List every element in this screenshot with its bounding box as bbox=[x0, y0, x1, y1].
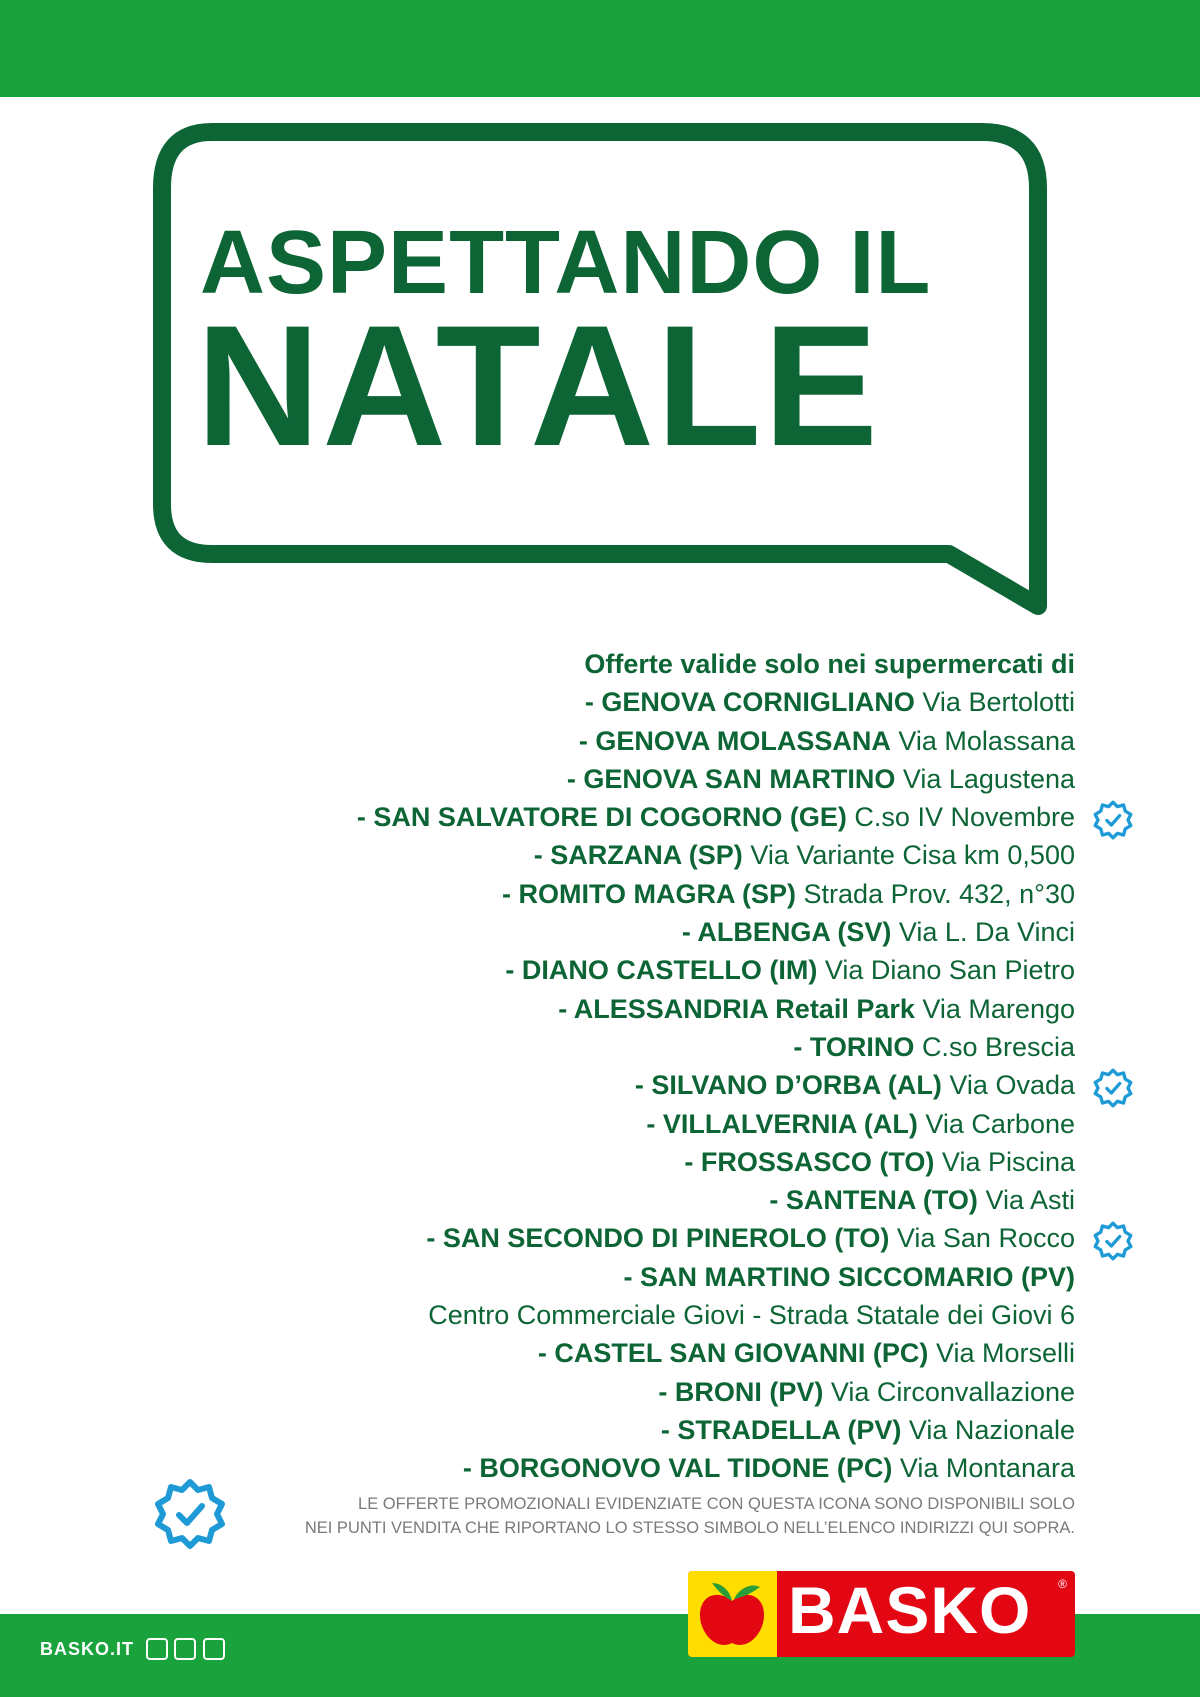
store-name: - SAN SECONDO DI PINEROLO (TO) bbox=[426, 1223, 890, 1254]
basko-logo bbox=[688, 1571, 1075, 1657]
store-address: Via Ovada bbox=[949, 1070, 1075, 1101]
store-address: Centro Commerciale Giovi - Strada Statale dei Giovi 6 bbox=[428, 1300, 1075, 1331]
store-line bbox=[75, 1334, 1075, 1372]
store-line bbox=[75, 990, 1075, 1028]
store-address: Via Carbone bbox=[925, 1108, 1075, 1139]
logo-registered-mark: ® bbox=[1058, 1577, 1067, 1591]
headline-line-2: NATALE bbox=[196, 290, 880, 482]
store-address: Via Bertolotti bbox=[922, 687, 1075, 718]
disclaimer-note bbox=[175, 1492, 1075, 1540]
store-line bbox=[75, 1143, 1075, 1181]
instagram-icon[interactable] bbox=[174, 1638, 196, 1660]
logo-apple-panel bbox=[688, 1571, 777, 1657]
store-list bbox=[75, 645, 1075, 1488]
headline-line-1: ASPETTANDO IL bbox=[200, 213, 932, 313]
store-line bbox=[75, 1258, 1075, 1296]
store-name: - DIANO CASTELLO (IM) bbox=[505, 955, 818, 986]
store-address: Via Diano San Pietro bbox=[824, 955, 1075, 986]
verified-badge-icon bbox=[1093, 1221, 1133, 1261]
store-name: - SAN MARTINO SICCOMARIO (PV) bbox=[623, 1261, 1075, 1292]
store-line bbox=[75, 722, 1075, 760]
social-links bbox=[146, 1638, 227, 1660]
store-address: Via San Rocco bbox=[896, 1223, 1075, 1254]
store-name: - BRONI (PV) bbox=[658, 1376, 824, 1407]
store-name: - SAN SALVATORE DI COGORNO (GE) bbox=[356, 802, 847, 833]
logo-wordmark: BASKO bbox=[788, 1573, 1032, 1647]
youtube-icon[interactable] bbox=[203, 1638, 225, 1660]
store-address: Strada Prov. 432, n°30 bbox=[803, 878, 1075, 909]
store-name: - GENOVA CORNIGLIANO bbox=[584, 687, 915, 718]
store-list-intro: Offerte valide solo nei supermercati di bbox=[584, 649, 1075, 679]
store-line bbox=[75, 798, 1075, 836]
store-line bbox=[75, 1181, 1075, 1219]
store-line bbox=[75, 836, 1075, 874]
website-label[interactable]: BASKO.IT bbox=[40, 1639, 135, 1659]
store-name: - SARZANA (SP) bbox=[533, 840, 743, 871]
store-line bbox=[75, 1373, 1075, 1411]
store-name: - CASTEL SAN GIOVANNI (PC) bbox=[537, 1338, 929, 1369]
store-address: Via Variante Cisa km 0,500 bbox=[750, 840, 1075, 871]
store-name: - GENOVA MOLASSANA bbox=[578, 725, 891, 756]
store-name: - ALESSANDRIA Retail Park bbox=[558, 993, 915, 1024]
disclaimer-line-2: NEI PUNTI VENDITA CHE RIPORTANO LO STESSO SIMBOLO NELL’ELENCO INDIRIZZI QUI SOPRA. bbox=[304, 1519, 1075, 1537]
store-name: - GENOVA SAN MARTINO bbox=[566, 763, 896, 794]
store-address: C.so IV Novembre bbox=[854, 802, 1075, 833]
store-address: Via Asti bbox=[985, 1185, 1075, 1216]
store-line bbox=[75, 951, 1075, 989]
store-address: Via Lagustena bbox=[902, 763, 1075, 794]
store-name: - VILLALVERNIA (AL) bbox=[646, 1108, 918, 1139]
store-address: Via Circonvallazione bbox=[830, 1376, 1075, 1407]
store-line bbox=[75, 1105, 1075, 1143]
store-name: - STRADELLA (PV) bbox=[660, 1414, 902, 1445]
store-address: Via Morselli bbox=[935, 1338, 1075, 1369]
store-line bbox=[75, 1411, 1075, 1449]
verified-badge-icon bbox=[1093, 800, 1133, 840]
store-address: Via Nazionale bbox=[908, 1414, 1075, 1445]
store-address: Via Piscina bbox=[941, 1146, 1075, 1177]
store-line bbox=[75, 1028, 1075, 1066]
store-name: - BORGONOVO VAL TIDONE (PC) bbox=[462, 1453, 893, 1484]
store-name: - SANTENA (TO) bbox=[769, 1185, 978, 1216]
store-line bbox=[75, 760, 1075, 798]
store-line bbox=[75, 1066, 1075, 1104]
store-line bbox=[75, 683, 1075, 721]
store-name: - ROMITO MAGRA (SP) bbox=[502, 878, 797, 909]
store-address: Via Molassana bbox=[898, 725, 1075, 756]
store-name: - TORINO bbox=[793, 1031, 915, 1062]
store-name: - SILVANO D’ORBA (AL) bbox=[634, 1070, 942, 1101]
top-banner bbox=[0, 0, 1200, 97]
store-address: Via Montanara bbox=[899, 1453, 1075, 1484]
store-line bbox=[75, 875, 1075, 913]
apple-icon bbox=[688, 1571, 777, 1657]
store-name: - FROSSASCO (TO) bbox=[684, 1146, 935, 1177]
store-name: - ALBENGA (SV) bbox=[681, 917, 892, 948]
facebook-icon[interactable] bbox=[146, 1638, 168, 1660]
store-line bbox=[75, 1296, 1075, 1334]
store-address: Via Marengo bbox=[922, 993, 1075, 1024]
store-address: Via L. Da Vinci bbox=[898, 917, 1075, 948]
store-line bbox=[75, 1219, 1075, 1257]
store-address: C.so Brescia bbox=[921, 1031, 1075, 1062]
verified-badge-icon bbox=[1093, 1068, 1133, 1108]
disclaimer-line-1: LE OFFERTE PROMOZIONALI EVIDENZIATE CON QUESTA ICONA SONO DISPONIBILI SOLO bbox=[358, 1495, 1075, 1513]
store-line bbox=[75, 913, 1075, 951]
